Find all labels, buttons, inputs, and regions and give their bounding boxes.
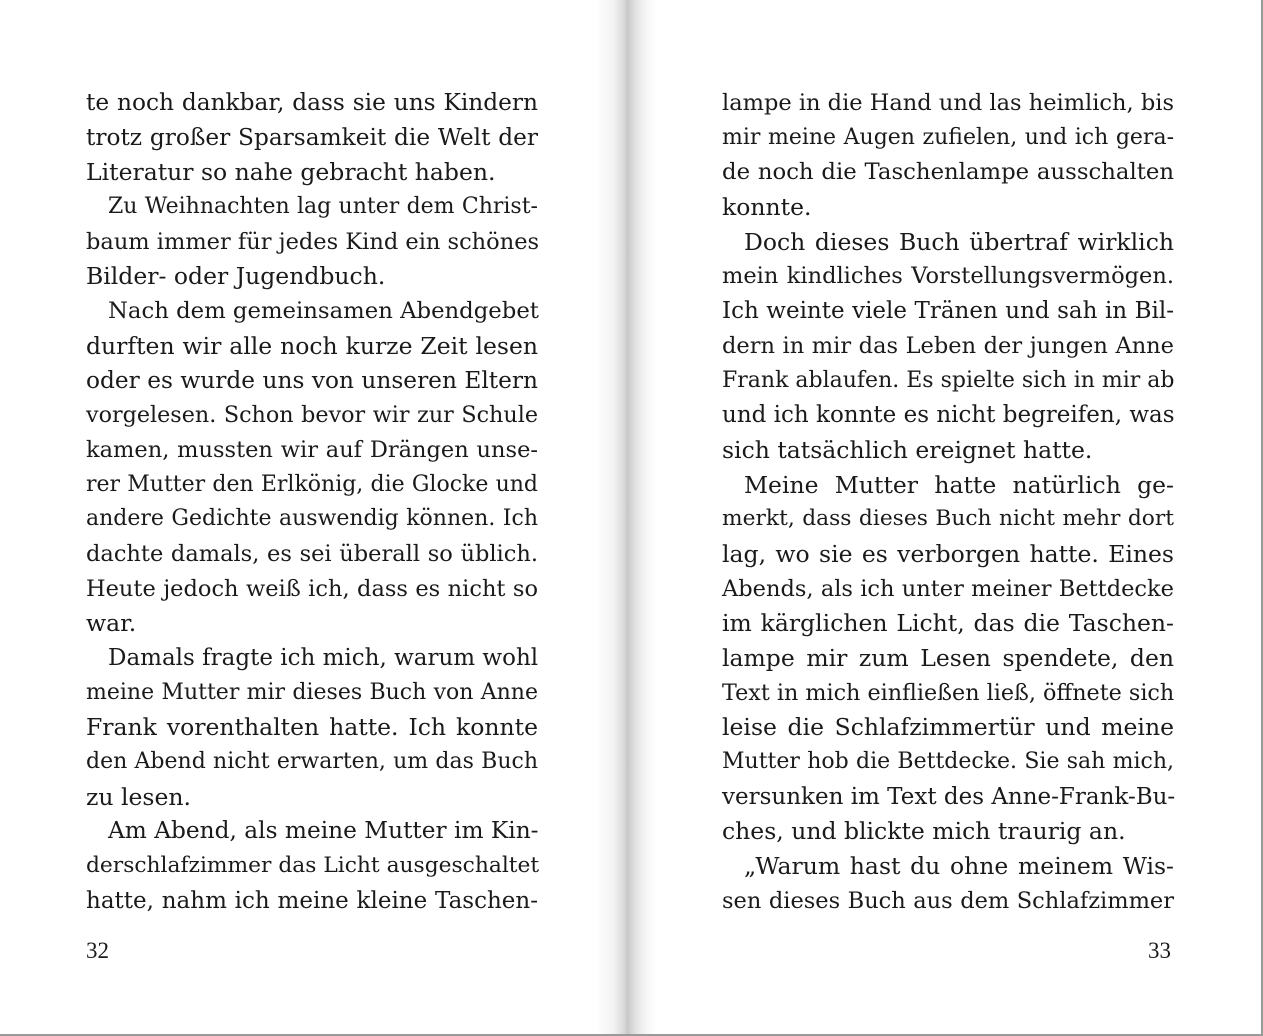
text-line: leise die Schlafzimmertür und meine bbox=[722, 713, 1174, 742]
text-line: ches, und blickte mich traurig an. bbox=[722, 817, 1126, 846]
right-page-number: 33 bbox=[1148, 938, 1171, 963]
text-line: baum immer für jedes Kind ein schönes bbox=[86, 228, 540, 255]
text-line: mir meine Augen zufielen, und ich gera- bbox=[722, 124, 1174, 150]
text-line: dern in mir das Leben der jungen Anne bbox=[722, 332, 1174, 359]
right-page bbox=[620, 0, 1263, 1034]
text-line: kamen, mussten wir auf Drängen unse- bbox=[86, 436, 538, 463]
text-line: lampe in die Hand und las heimlich, bis bbox=[722, 90, 1174, 116]
text-line: versunken im Text des Anne-Frank-Bu- bbox=[722, 783, 1176, 810]
right-page-text bbox=[722, 86, 1174, 919]
left-page-number: 32 bbox=[86, 938, 109, 963]
text-line: Bilder- oder Jugendbuch. bbox=[86, 262, 386, 291]
text-line: Am Abend, als meine Mutter im Kin- bbox=[108, 817, 539, 845]
text-line: war. bbox=[86, 609, 137, 638]
text-line: Meine Mutter hatte natürlich ge- bbox=[744, 470, 1174, 499]
text-line: im kärglichen Licht, das die Taschen- bbox=[722, 609, 1174, 638]
text-line: derschlafzimmer das Licht ausgeschaltet bbox=[86, 853, 540, 879]
text-line: konnte. bbox=[722, 193, 812, 222]
text-line: mein kindliches Vorstellungsvermögen. bbox=[722, 263, 1174, 290]
text-line: oder es wurde uns von unseren Eltern bbox=[86, 366, 538, 394]
text-line: lampe mir zum Lesen spendete, den bbox=[722, 644, 1174, 672]
text-line: rer Mutter den Erlkönig, die Glocke und bbox=[86, 471, 538, 497]
text-line: Damals fragte ich mich, warum wohl bbox=[108, 645, 539, 671]
text-line: Literatur so nahe gebracht haben. bbox=[86, 158, 496, 187]
text-line: den Abend nicht erwarten, um das Buch bbox=[86, 749, 538, 775]
text-line: dachte damals, es sei überall so üblich. bbox=[86, 540, 538, 567]
text-line: Text in mich einfließen ließ, öffnete sich bbox=[722, 679, 1175, 706]
text-line: durften wir alle noch kurze Zeit lesen bbox=[86, 331, 538, 360]
text-line: andere Gedichte auswendig können. Ich bbox=[86, 506, 538, 532]
text-line: Nach dem gemeinsamen Abendgebet bbox=[108, 298, 539, 325]
left-page-text bbox=[86, 86, 538, 919]
text-line: lag, wo sie es verborgen hatte. Eines bbox=[722, 539, 1174, 568]
text-line: te noch dankbar, dass sie uns Kindern bbox=[86, 89, 538, 116]
text-line: Mutter hob die Bettdecke. Sie sah mich, bbox=[722, 749, 1174, 775]
text-line: vorgelesen. Schon bevor wir zur Schule bbox=[86, 402, 538, 429]
text-line: Zu Weihnachten lag unter dem Christ- bbox=[108, 194, 538, 220]
text-line: zu lesen. bbox=[86, 782, 191, 811]
left-page bbox=[0, 0, 620, 1034]
text-line: Frank vorenthalten hatte. Ich konnte bbox=[86, 713, 538, 742]
text-line: Frank ablaufen. Es spielte sich in mir ab bbox=[722, 367, 1175, 393]
text-line: hatte, nahm ich meine kleine Taschen- bbox=[86, 887, 538, 914]
text-line: merkt, dass dieses Buch nicht mehr dort bbox=[722, 506, 1174, 532]
text-line: Doch dieses Buch übertraf wirklich bbox=[744, 227, 1174, 256]
text-line: Ich weinte viele Tränen und sah in Bil- bbox=[722, 298, 1174, 325]
text-line: meine Mutter mir dieses Buch von Anne bbox=[86, 679, 538, 705]
text-line: sich tatsächlich ereignet hatte. bbox=[722, 435, 1093, 464]
text-line: Heute jedoch weiß ich, dass es nicht so bbox=[86, 575, 538, 602]
text-line: und ich konnte es nicht begreifen, was bbox=[722, 402, 1175, 429]
text-line: de noch die Taschenlampe ausschalten bbox=[722, 159, 1174, 186]
text-line: trotz großer Sparsamkeit die Welt der bbox=[86, 123, 538, 151]
text-line: Abends, als ich unter meiner Bettdecke bbox=[722, 575, 1174, 602]
text-line: „Warum hast du ohne meinem Wis- bbox=[744, 852, 1174, 881]
text-line: sen dieses Buch aus dem Schlafzimmer bbox=[722, 887, 1174, 914]
